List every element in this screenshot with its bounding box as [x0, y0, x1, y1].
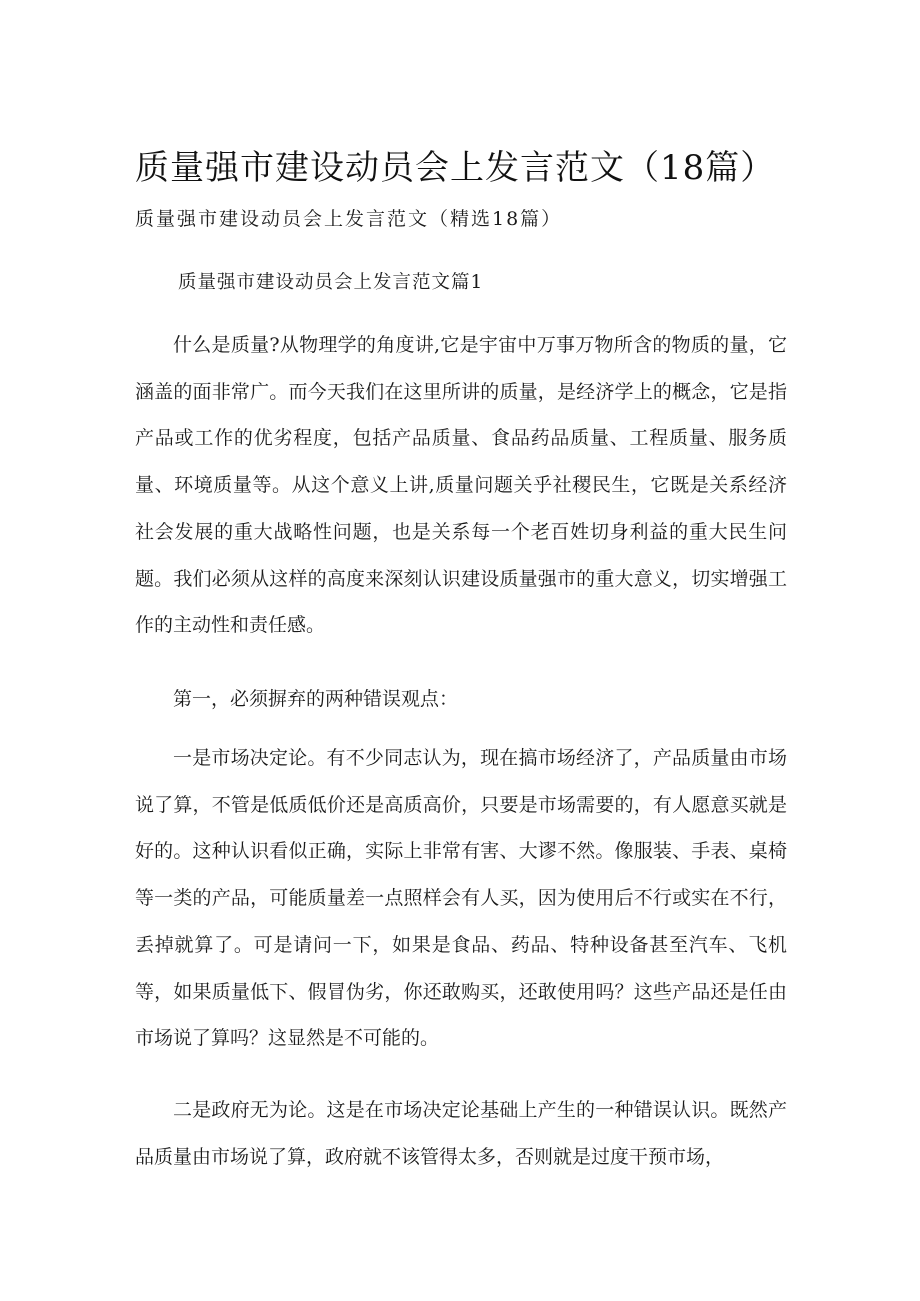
document-subtitle: 质量强市建设动员会上发言范文（精选18篇）: [135, 208, 563, 230]
paragraph-government-inaction: 二是政府无为论。这是在市场决定论基础上产生的一种错误认识。既然产品质量由市场说了算，政府就不该管得太多，否则就是过度干预市场，: [135, 1099, 787, 1168]
paragraph-quality-definition: 什么是质量?从物理学的角度讲,它是宇宙中万事万物所含的物质的量，它涵盖的面非常广。而今天我们在这里所讲的质量，是经济学上的概念，它是指产品或工作的优劣程度，包括产品质量、食品药品质量、工程质量、服务质量、环境质量等。从这个意义上讲,质量问题关乎社稷民生，它既是关系经济社会发展的重大战略性问题，也是关系每一个老百姓切身利益的重大民生问题。我们必须从这样的高度来深刻认识建设质量强市的重大意义，切实增强工作的主动性和责任感。: [135, 334, 787, 637]
paragraph-first-point: 第一，必须摒弃的两种错误观点：: [173, 688, 459, 710]
section-heading: 质量强市建设动员会上发言范文篇1: [178, 272, 484, 293]
paragraph-market-determinism: 一是市场决定论。有不少同志认为，现在搞市场经济了，产品质量由市场说了算，不管是低质低价还是高质高价，只要是市场需要的，有人愿意买就是好的。这种认识看似正确，实际上非常有害、大谬不然。像服装、手表、桌椅等一类的产品，可能质量差一点照样会有人买，因为使用后不行或实在不行，丢掉就算了。可是请问一下，如果是食品、药品、特种设备甚至汽车、飞机等，如果质量低下、假冒伪劣，你还敢购买，还敢使用吗？这些产品还是任由市场说了算吗？这显然是不可能的。: [135, 747, 787, 1050]
document-title: 质量强市建设动员会上发言范文（18篇）: [135, 148, 776, 188]
